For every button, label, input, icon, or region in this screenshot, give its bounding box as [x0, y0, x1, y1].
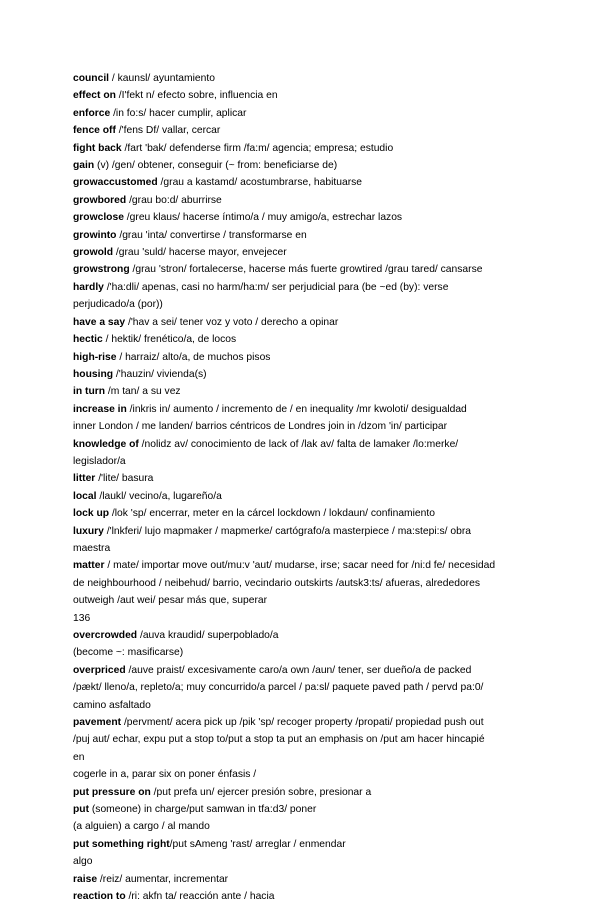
entry-definition: /put prefa un/ ejercer presión sobre, presionar a	[150, 786, 372, 798]
entry-definition: perjudicado/a (por))	[73, 299, 163, 311]
entry-definition: / harraiz/ alto/a, de muchos pisos	[116, 351, 271, 363]
glossary-line	[73, 157, 553, 174]
glossary-line	[73, 644, 553, 661]
glossary-line	[73, 366, 553, 383]
entry-definition: /grau bo:d/ aburrirse	[126, 194, 222, 206]
entry-definition: /grau 'stron/ fortalecerse, hacerse más fuerte growtired /grau tared/ cansarse	[129, 264, 483, 276]
entry-definition: /reiz/ aumentar, incrementar	[97, 873, 229, 885]
entry-definition: /lok 'sp/ encerrar, meter en la cárcel lockdown / lokdaun/ confinamiento	[109, 508, 435, 520]
entry-term: growbored	[73, 194, 127, 206]
entry-definition: outweigh /aut wei/ pesar más que, superar	[73, 595, 268, 607]
entry-definition: algo	[73, 856, 93, 868]
entry-definition: en	[73, 751, 85, 763]
entry-definition: inner London / me landen/ barrios céntricos de Londres join in /dzom 'in/ participar	[73, 421, 448, 433]
glossary-line	[73, 714, 553, 731]
glossary-line	[73, 540, 553, 557]
entry-definition: de neighbourhood / neibehud/ barrio, vecindario outskirts /autsk3:ts/ afueras, alrededores	[73, 577, 480, 589]
glossary-line	[73, 244, 553, 261]
entry-term: lock up	[73, 508, 110, 520]
entry-definition: /ri: akfn ta/ reacción ante / hacia	[125, 891, 275, 903]
entry-term: hardly	[73, 281, 104, 293]
entry-definition: /'hav a sei/ tener voz y voto / derecho a opinar	[125, 316, 339, 328]
glossary-line	[73, 192, 553, 209]
entry-term: high-rise	[73, 351, 117, 363]
entry-term: council	[73, 73, 110, 84]
entry-term: overpriced	[73, 664, 126, 676]
glossary-line	[73, 105, 553, 122]
entry-definition: /fart 'bak/ defenderse firm /fa:m/ agencia; empresa; estudio	[121, 142, 394, 154]
entry-definition: /auve praist/ excesivamente caro/a own /aun/ tener, ser dueño/a de packed	[125, 664, 472, 676]
entry-definition: /'lite/ basura	[95, 473, 154, 485]
glossary-line	[73, 888, 553, 905]
glossary-line	[73, 436, 553, 453]
entry-term: knowledge of	[73, 438, 139, 450]
entry-term: put something right	[73, 838, 170, 850]
glossary-line	[73, 766, 553, 783]
entry-term: in turn	[73, 386, 106, 398]
entry-definition: (become ~: masificarse)	[73, 647, 184, 659]
glossary-line	[73, 122, 553, 139]
entry-term: hectic	[73, 334, 103, 346]
glossary-line	[73, 140, 553, 157]
entry-definition: /greu klaus/ hacerse íntimo/a / muy amigo/a, estrechar lazos	[123, 212, 403, 224]
entry-definition: /grau 'inta/ convertirse / transformarse en	[116, 229, 307, 241]
entry-term: housing	[73, 368, 114, 380]
entry-definition: /grau 'suld/ hacerse mayor, envejecer	[113, 247, 287, 259]
entry-definition: (someone) in charge/put samwan in tfa:d3/ poner	[89, 804, 317, 816]
entry-term: raise	[73, 873, 98, 885]
entry-definition: /'fens Df/ vallar, cercar	[115, 125, 221, 137]
glossary-line	[73, 401, 553, 418]
entry-definition: legislador/a	[73, 455, 126, 467]
page-number	[73, 610, 553, 627]
entry-definition: /laukl/ vecino/a, lugareño/a	[96, 490, 222, 502]
entry-term: litter	[73, 473, 96, 485]
glossary-line	[73, 523, 553, 540]
entry-term: matter	[73, 560, 105, 572]
glossary-line	[73, 70, 553, 87]
glossary-line	[73, 453, 553, 470]
entry-term: overcrowded	[73, 630, 138, 641]
entry-definition: maestra	[73, 542, 111, 554]
entry-term: increase in	[73, 403, 127, 415]
entry-definition: /pækt/ lleno/a, repleto/a; muy concurrido/a parcel / pa:sl/ paquete paved path / pervd pa:0/	[73, 682, 484, 694]
entry-term: have a say	[73, 316, 126, 328]
entry-term: fight back	[73, 142, 122, 154]
entry-term: growaccustomed	[73, 177, 158, 189]
glossary-line	[73, 261, 553, 278]
glossary-line	[73, 853, 553, 870]
glossary-line	[73, 592, 553, 609]
glossary-line	[73, 818, 553, 835]
glossary-line	[73, 731, 553, 748]
glossary-line	[73, 679, 553, 696]
entry-term: growold	[73, 247, 114, 259]
entry-definition: /m tan/ a su vez	[105, 386, 181, 398]
glossary-line	[73, 314, 553, 331]
glossary-line	[73, 662, 553, 679]
entry-term: growinto	[73, 229, 117, 241]
glossary-line	[73, 575, 553, 592]
entry-term: effect on	[73, 90, 116, 102]
entry-term: reaction to	[73, 891, 126, 903]
entry-definition: / mate/ importar move out/mu:v 'aut/ mudarse, irse; sacar need for /ni:d fe/ necesidad	[104, 560, 496, 572]
glossary-line	[73, 279, 553, 296]
glossary-line	[73, 784, 553, 801]
glossary-line	[73, 87, 553, 104]
entry-definition: /'ha:dli/ apenas, casi no harm/ha:m/ ser perjudicial para (be ~ed (by): verse	[103, 281, 449, 293]
glossary-line	[73, 488, 553, 505]
entry-definition: /inkris in/ aumento / incremento de / en inequality /mr kwoloti/ desigualdad	[126, 403, 467, 415]
entry-definition: (v) /gen/ obtener, conseguir (~ from: beneficiarse de)	[94, 160, 338, 172]
glossary-page	[73, 70, 553, 906]
entry-term: growclose	[73, 212, 124, 224]
entry-definition: (a alguien) a cargo / al mando	[73, 821, 210, 833]
glossary-line	[73, 505, 553, 522]
entry-definition: /'hauzin/ vivienda(s)	[113, 368, 207, 380]
glossary-line	[73, 627, 553, 644]
entry-term: enforce	[73, 107, 111, 119]
entry-definition: /I'fekt n/ efecto sobre, influencia en	[115, 90, 278, 102]
entry-term: put	[73, 804, 90, 816]
entry-term: fence off	[73, 125, 116, 137]
entry-term: growstrong	[73, 264, 130, 276]
entry-definition: /put sAmeng 'rast/ arreglar / enmendar	[169, 838, 346, 850]
entry-term: gain	[73, 160, 95, 172]
glossary-line	[73, 349, 553, 366]
glossary-line	[73, 836, 553, 853]
entry-definition: /'lnkferi/ lujo mapmaker / mapmerke/ cartógrafo/a masterpiece / ma:stepi:s/ obra	[103, 525, 471, 537]
glossary-line	[73, 383, 553, 400]
glossary-line	[73, 871, 553, 888]
entry-definition: /puj aut/ echar, expu put a stop to/put a stop ta put an emphasis on /put am hacer hincapié	[73, 734, 485, 746]
glossary-line	[73, 209, 553, 226]
glossary-line	[73, 749, 553, 766]
glossary-line	[73, 470, 553, 487]
page-number-text: 136	[73, 612, 91, 624]
entry-term: pavement	[73, 717, 122, 729]
glossary-line	[73, 296, 553, 313]
entry-definition: cogerle in a, parar six on poner énfasis /	[73, 769, 257, 781]
entry-definition: /auva kraudid/ superpoblado/a	[137, 630, 279, 641]
glossary-line	[73, 801, 553, 818]
glossary-line	[73, 697, 553, 714]
entry-term: put pressure on	[73, 786, 151, 798]
glossary-line	[73, 174, 553, 191]
glossary-line	[73, 557, 553, 574]
entry-definition: /in fo:s/ hacer cumplir, aplicar	[110, 107, 247, 119]
glossary-line	[73, 331, 553, 348]
entry-definition: /pervment/ acera pick up /pik 'sp/ recoger property /propati/ propiedad push out	[121, 717, 484, 729]
entry-definition: /nolidz av/ conocimiento de lack of /lak av/ falta de lamaker /lo:merke/	[138, 438, 459, 450]
entry-term: luxury	[73, 525, 104, 537]
glossary-line	[73, 418, 553, 435]
entry-definition: camino asfaltado	[73, 699, 151, 711]
glossary-line	[73, 227, 553, 244]
entry-definition: / hektik/ frenético/a, de locos	[102, 334, 237, 346]
entry-term: local	[73, 490, 97, 502]
entry-definition: /grau a kastamd/ acostumbrarse, habituarse	[157, 177, 363, 189]
entry-definition: / kaunsl/ ayuntamiento	[109, 73, 215, 84]
